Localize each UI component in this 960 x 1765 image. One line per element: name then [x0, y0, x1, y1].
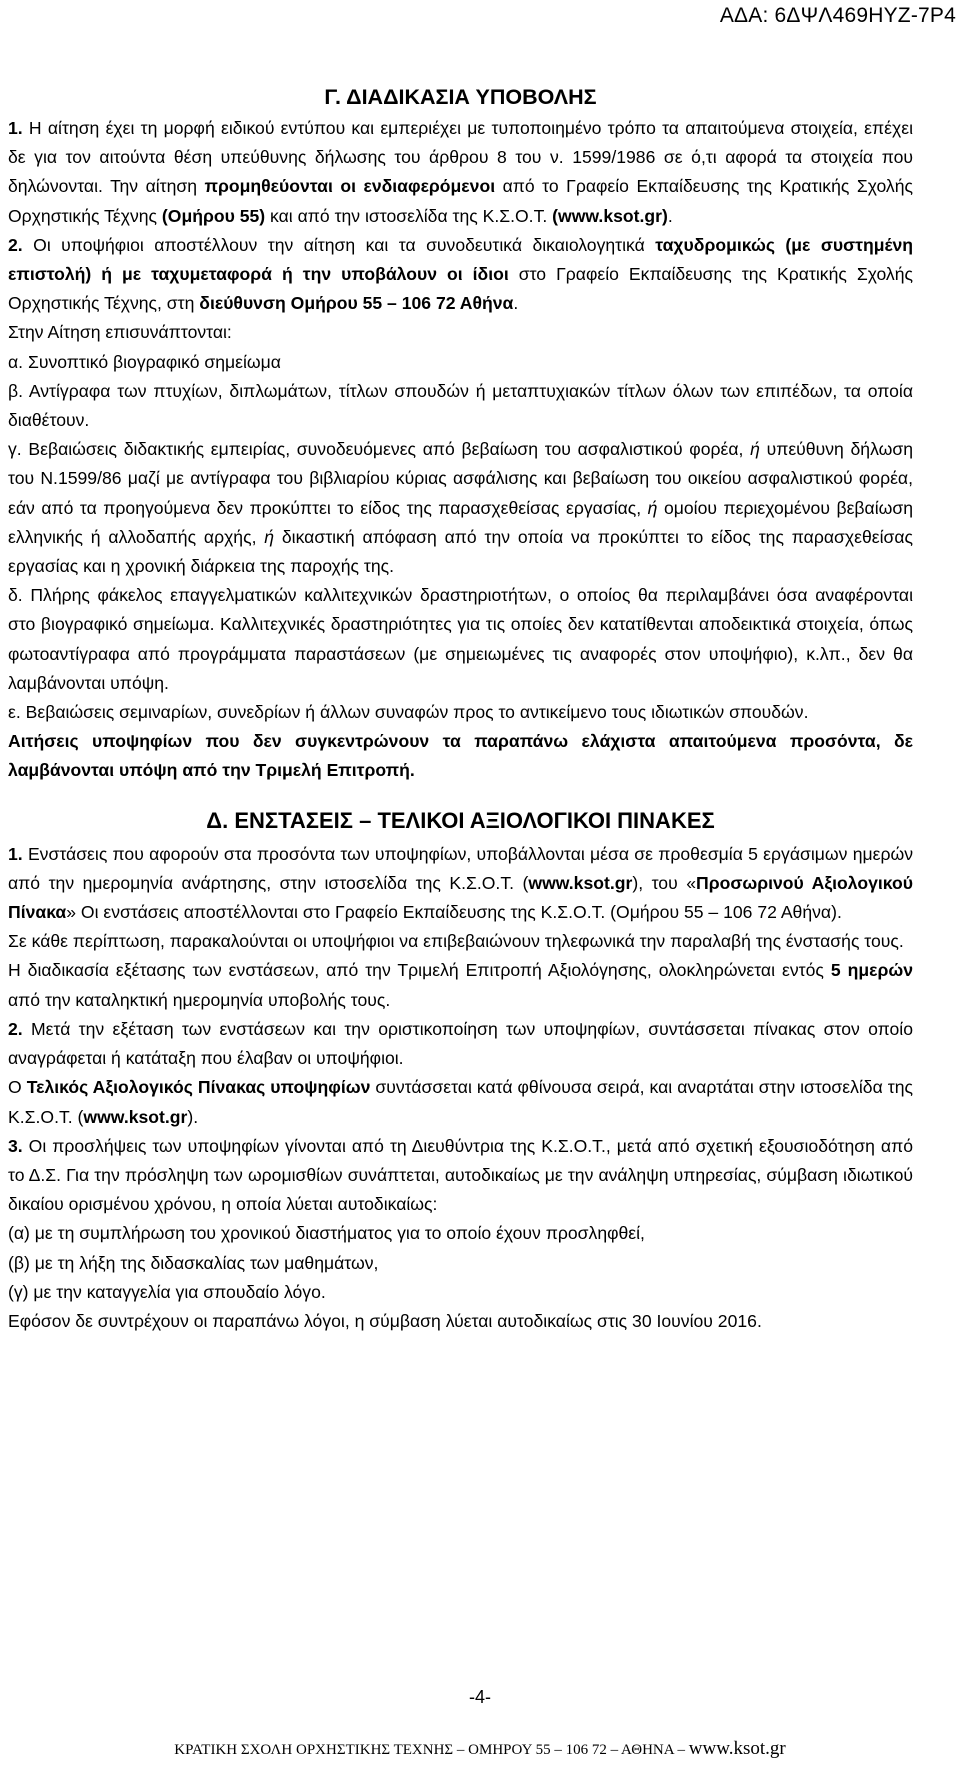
termination-option-c: (γ) με την καταγγελία για σπουδαίο λόγο. — [8, 1281, 326, 1302]
text: Μετά την εξέταση των ενστάσεων και την οριστικοποίηση των υποψηφίων, συντάσσεται πίνακας στον οποίο αναγράφεται ή κατάταξη που έλαβαν οι υποψήφιοι. — [8, 1018, 913, 1069]
text: Ενστάσεις που αφορούν στα προσόντα των υποψηφίων, υποβάλλονται μέσα σε προθεσμία 5 εργάσιμων ημερών από την ημερομηνία ανάρτησης, στην ιστοσελίδα της Κ.Σ.Ο.Τ. ( — [8, 843, 913, 893]
attachment-item-b: β. Αντίγραφα των πτυχίων, διπλωμάτων, τίτλων σπουδών ή μεταπτυχιακών τίτλων όλων των επιπέδων, τα οποία διαθέτουν. — [8, 380, 913, 431]
attachment-item-d: δ. Πλήρης φάκελος επαγγελματικών καλλιτεχνικών δραστηριοτήτων, ο οποίος θα περιλαμβάνει όσα αναφέρονται στο βιογραφικό σημείωμα. Καλλιτεχνικές δραστηριότητες για τις οποίες δεν κατατίθενται αποδεικτικά στοιχεία, όπως φωτοαντίγραφα από προγράμματα παραστάσεων (με σημειωμένες τις αναφορές στον υποψήφιο), κ.λπ., δεν θα λαμβάνονται υπόψη. — [8, 585, 913, 693]
page-footer — [0, 1738, 960, 1760]
section-d-paragraph-1b: Σε κάθε περίπτωση, παρακαλούνται οι υποψήφιοι να επιβεβαιώνουν τηλεφωνικά την παραλαβή της ένστασής τους. — [8, 931, 904, 952]
text: Η αίτηση έχει τη μορφή ειδικού εντύπου και εμπεριέχει με τυποποιημένο τρόπο τα απαιτούμενα στοιχεία, επέχει δε για τον αιτούντα θέση υπεύθυνης δήλωσης του άρθρου 8 του ν. 1599/1986 σε ό,τι αφορά τα στοιχεία που δηλώνονται. Την αίτηση — [8, 118, 913, 197]
italic-text: ή — [264, 526, 275, 547]
text: στο Γραφείο Εκπαίδευσης της Κρατικής Σχολής Ορχηστικής Τέχνης, στη — [8, 264, 913, 314]
text: από το Γραφείο Εκπαίδευσης της Κρατικής Σχολής Ορχηστικής Τέχνης — [8, 176, 913, 226]
paragraph-number: 2. — [8, 234, 23, 255]
paragraph-number: 1. — [8, 118, 23, 138]
paragraph-number: 1. — [8, 843, 23, 864]
attachment-item-e: ε. Βεβαιώσεις σεμιναρίων, συνεδρίων ή άλλων συναφών προς το αντικείμενο τους ιδιωτικών σπουδών. — [8, 702, 809, 723]
paragraph-number: 2. — [8, 1018, 23, 1039]
bold-text: 5 ημερών — [830, 960, 913, 981]
italic-text: ή — [750, 439, 760, 460]
text: » Οι ενστάσεις αποστέλλονται στο Γραφείο Εκπαίδευσης της Κ.Σ.Ο.Τ. (Ομήρου 55 – 106 72 Αθήνα). — [66, 902, 842, 923]
section-d-paragraph-2b — [8, 1073, 913, 1131]
bold-address: διεύθυνση Ομήρου 55 – 106 72 Αθήνα — [199, 293, 514, 314]
text: Οι προσλήψεις των υποψηφίων γίνονται από τη Διευθύντρια της Κ.Σ.Ο.Τ., μετά από σχετική εξουσιοδότηση από το Δ.Σ. Για την πρόσληψη των ωρομισθίων συνάπτεται, αυτοδικαίως με την ανάληψη υπηρεσίας, σύμβαση ιδιωτικού δικαίου ορισμένου χρόνου, η οποία λύεται αυτοδικαίως: — [8, 1135, 913, 1215]
warning-note — [8, 727, 913, 785]
text: από την καταληκτική ημερομηνία υποβολής τους. — [8, 989, 391, 1010]
attachment-item-c — [8, 435, 913, 581]
text: και από την ιστοσελίδα της Κ.Σ.Ο.Τ. — [265, 205, 553, 226]
document-body — [8, 80, 913, 1336]
attachment-item-a: α. Συνοπτικό βιογραφικό σημείωμα — [8, 351, 281, 372]
text: ). — [187, 1106, 199, 1127]
text: Η διαδικασία εξέτασης των ενστάσεων, από την Τριμελή Επιτροπή Αξιολόγησης, ολοκληρώνεται εντός — [8, 960, 831, 981]
section-d-paragraph-2 — [8, 1015, 913, 1073]
bold-text: Προσωρινού Αξιολογικού Πίνακα — [8, 872, 913, 923]
text: ομοίου περιεχομένου βεβαίωση ελληνικής ή αλλοδαπής αρχής, — [8, 497, 914, 547]
section-c-paragraph-1 — [8, 114, 913, 231]
section-d-paragraph-1 — [8, 840, 913, 928]
text: Οι υποψήφιοι αποστέλλουν την αίτηση και τα συνοδευτικά δικαιολογητικά — [22, 234, 656, 255]
bold-text: Τελικός Αξιολογικός Πίνακας υποψηφίων — [26, 1077, 371, 1098]
section-d-paragraph-3 — [8, 1132, 913, 1220]
website-link[interactable]: (www.ksot.gr) — [552, 205, 668, 226]
footer-text: ΚΡΑΤΙΚΗ ΣΧΟΛΗ ΟΡΧΗΣΤΙΚΗΣ ΤΕΧΝΗΣ – ΟΜΗΡΟΥ 55 – 106 72 – ΑΘΗΝΑ – — [174, 1742, 689, 1758]
termination-option-b: (β) με τη λήξη της διδασκαλίας των μαθημάτων, — [8, 1252, 379, 1273]
page-number: -4- — [469, 1687, 491, 1707]
bold-text: προμηθεύονται οι ενδιαφερόμενοι — [204, 176, 496, 197]
text: δικαστική απόφαση από την οποία να προκύπτει το είδος της παρασχεθείσας εργασίας και η χρονική διάρκεια της παροχής της. — [8, 526, 913, 577]
bold-text: ταχυδρομικώς (με συστημένη επιστολή) ή με ταχυμεταφορά ή την υποβάλουν οι ίδιοι — [8, 234, 913, 285]
text: . — [667, 205, 673, 226]
text: ), του « — [632, 872, 696, 893]
section-c-heading: Γ. ΔΙΑΔΙΚΑΣΙΑ ΥΠΟΒΟΛΗΣ — [324, 85, 597, 109]
text: Ο — [8, 1077, 27, 1098]
section-d-paragraph-1c — [8, 956, 913, 1014]
section-c-paragraph-2 — [8, 231, 913, 319]
text: . — [513, 293, 519, 314]
ada-code: ΑΔΑ: 6ΔΨΛ469ΗΥΖ-7Ρ4 — [719, 4, 956, 27]
bold-address: (Ομήρου 55) — [161, 205, 266, 226]
closing-paragraph: Εφόσον δε συντρέχουν οι παραπάνω λόγοι, η σύμβαση λύεται αυτοδικαίως στις 30 Ιουνίου 2016. — [8, 1310, 762, 1331]
footer-website-link[interactable]: www.ksot.gr — [688, 1738, 786, 1759]
website-link[interactable]: www.ksot.gr — [83, 1106, 188, 1127]
paragraph-number: 3. — [8, 1135, 23, 1156]
termination-option-a: (α) με τη συμπλήρωση του χρονικού διαστήματος για το οποίο έχουν προσληφθεί, — [8, 1223, 645, 1244]
website-link[interactable]: www.ksot.gr — [528, 872, 633, 893]
text: γ. Βεβαιώσεις διδακτικής εμπειρίας, συνοδευόμενες από βεβαίωση του ασφαλιστικού φορέα, — [8, 439, 751, 460]
warning-text: Αιτήσεις υποψηφίων που δεν συγκεντρώνουν τα παραπάνω ελάχιστα απαιτούμενα προσόντα, δε λαμβάνονται υπόψη από την Τριμελή Επιτροπή. — [8, 731, 913, 781]
section-d-heading: Δ. ΕΝΣΤΑΣΕΙΣ – ΤΕΛΙΚΟΙ ΑΞΙΟΛΟΓΙΚΟΙ ΠΙΝΑΚΕΣ — [206, 807, 715, 833]
attachments-intro: Στην Αίτηση επισυνάπτονται: — [8, 322, 232, 343]
text: συντάσσεται κατά φθίνουσα σειρά, και αναρτάται στην ιστοσελίδα της Κ.Σ.Ο.Τ. ( — [8, 1077, 913, 1127]
text: υπεύθυνη δήλωση του Ν.1599/86 μαζί με αντίγραφα του βιβλιαρίου κύριας ασφάλισης και βεβαίωση του οικείου ασφαλιστικού φορέα, εάν από τα προηγούμενα δεν προκύπτει το είδος της παρασχεθείσας εργασίας, — [8, 439, 913, 518]
italic-text: ή — [647, 497, 658, 518]
